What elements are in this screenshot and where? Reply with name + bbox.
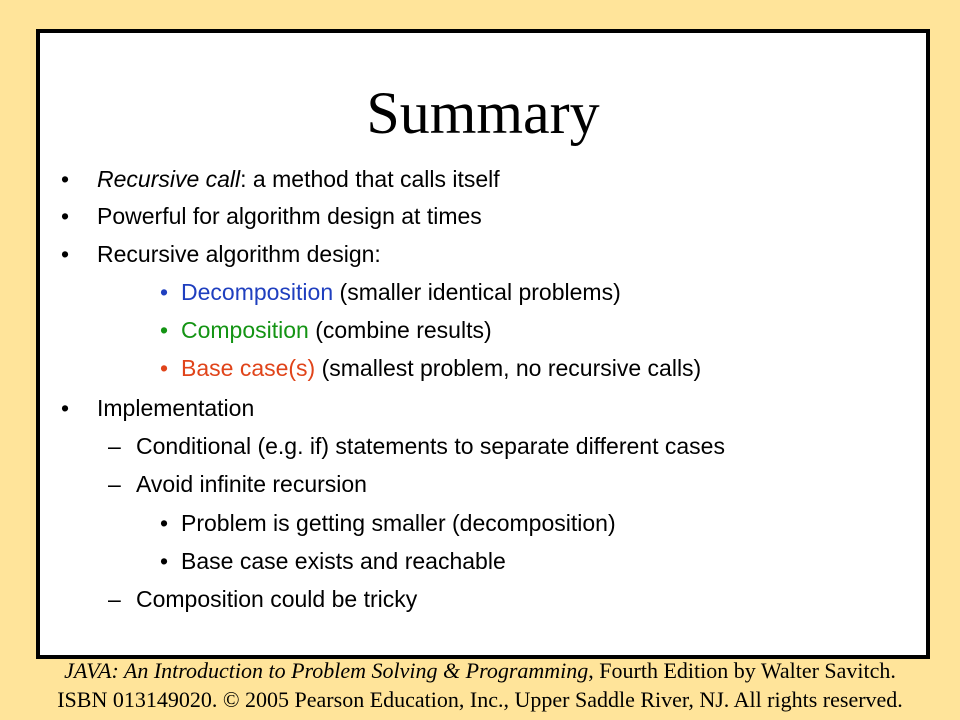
- bullet-marker: •: [61, 166, 70, 192]
- book-edition-author: , Fourth Edition by Walter Savitch.: [588, 658, 896, 683]
- book-title: JAVA: An Introduction to Problem Solving & Programming: [64, 658, 589, 683]
- item-text: Avoid infinite recursion: [136, 471, 367, 497]
- item-text: (smaller identical problems): [333, 279, 621, 305]
- item-text: : a method that calls itself: [240, 166, 500, 192]
- bullet-marker: •: [61, 395, 70, 421]
- item-text: Composition could be tricky: [136, 586, 418, 612]
- bullet-marker: •: [160, 548, 169, 574]
- item-text: Problem is getting smaller (decomposition): [181, 510, 616, 536]
- item-text: Implementation: [97, 395, 255, 421]
- bullet-marker: •: [160, 317, 169, 343]
- item-text: Conditional (e.g. if) statements to separate different cases: [136, 433, 725, 459]
- item-highlight-base-case: Base case(s): [181, 355, 316, 381]
- item-text: (smallest problem, no recursive calls): [315, 355, 702, 381]
- dash-marker: –: [108, 471, 121, 497]
- item-text: Base case exists and reachable: [181, 548, 506, 574]
- bullet-marker: •: [61, 241, 70, 267]
- item-text: Recursive algorithm design:: [97, 241, 381, 267]
- dash-marker: –: [108, 586, 121, 612]
- dash-marker: –: [108, 433, 121, 459]
- item-emphasis: Recursive call: [97, 166, 241, 192]
- item-text: (combine results): [308, 317, 492, 343]
- bullet-marker: •: [160, 510, 169, 536]
- bullet-marker: •: [160, 355, 169, 381]
- item-highlight-composition: Composition: [181, 317, 309, 343]
- item-text: Powerful for algorithm design at times: [97, 203, 482, 229]
- item-highlight-decomposition: Decomposition: [181, 279, 334, 305]
- footer-copyright: ISBN 013149020. © 2005 Pearson Education, Inc., Upper Saddle River, NJ. All rights reserved.: [57, 687, 903, 712]
- bullet-marker: •: [61, 203, 70, 229]
- slide-panel: [36, 29, 930, 659]
- bullet-marker: •: [160, 279, 169, 305]
- slide-title: Summary: [366, 80, 600, 146]
- footer-citation-line1: [0, 660, 960, 682]
